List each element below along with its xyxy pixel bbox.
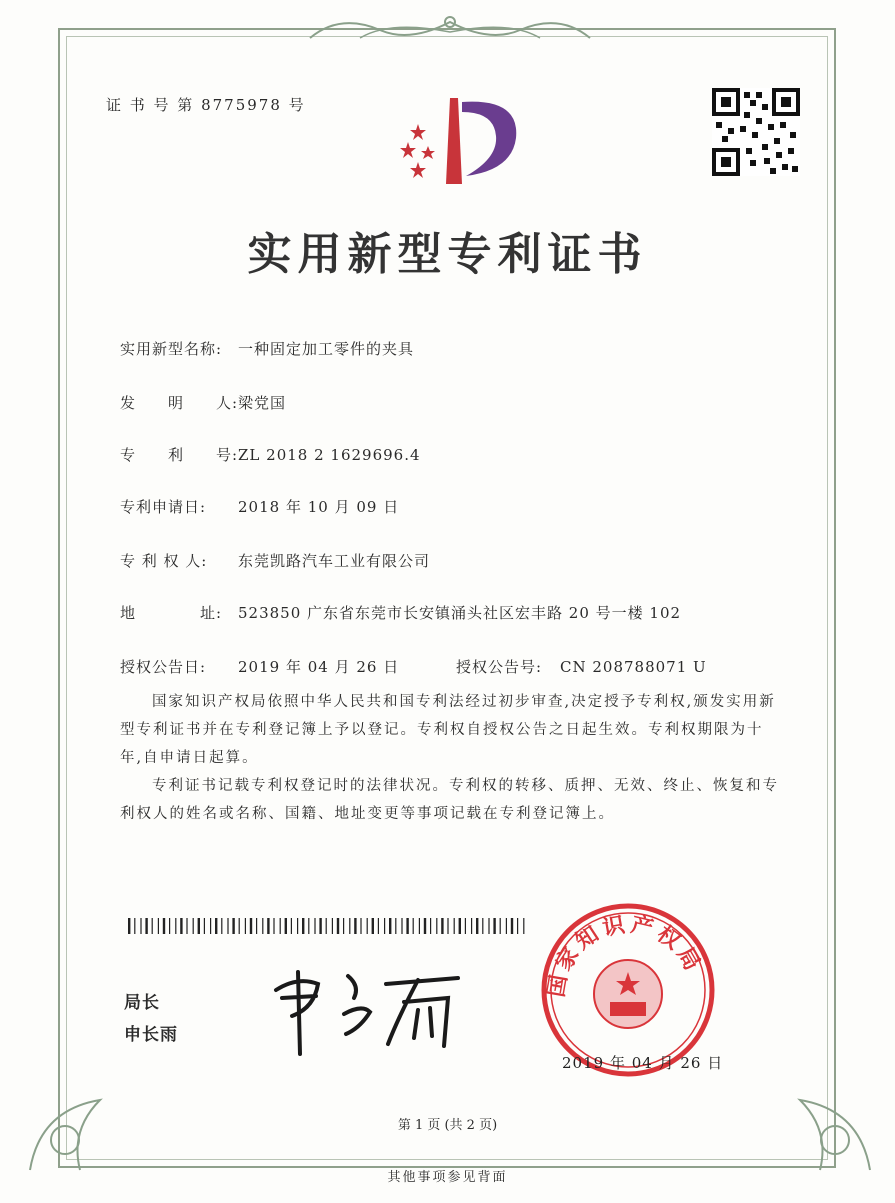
barcode-bar	[128, 918, 130, 934]
barcode-bar	[302, 918, 304, 934]
barcode-bar	[500, 918, 501, 934]
barcode-bar	[517, 918, 518, 934]
barcode	[128, 918, 528, 934]
barcode-bar	[406, 918, 408, 934]
barcode-bar	[175, 918, 176, 934]
barcode-bar	[210, 918, 211, 934]
barcode-bar	[245, 918, 246, 934]
barcode-bar	[465, 918, 466, 934]
barcode-bar	[424, 918, 426, 934]
director-name: 申长雨	[124, 1025, 178, 1045]
certificate-title: 实用新型专利证书	[247, 229, 648, 280]
field-label: 专 利 权 人:	[120, 552, 208, 570]
barcode-bar	[204, 918, 205, 934]
barcode-bar	[367, 918, 368, 934]
seal-date: 2019 年 04 月 26 日	[562, 1054, 724, 1072]
barcode-bar	[506, 918, 507, 934]
qr-code-icon	[712, 88, 800, 176]
barcode-bar	[267, 918, 269, 934]
barcode-bar	[180, 918, 182, 934]
field-value: 2019 年 04 月 26 日	[238, 658, 400, 676]
barcode-bar	[232, 918, 234, 934]
field-value: 东莞凯路汽车工业有限公司	[238, 552, 431, 570]
barcode-bar	[349, 918, 350, 934]
barcode-bar	[280, 918, 281, 934]
field-value: ZL 2018 2 1629696.4	[238, 446, 421, 464]
field-value: 梁党国	[238, 394, 287, 412]
barcode-bar	[395, 918, 396, 934]
field-grant-number	[456, 656, 707, 677]
barcode-bar	[343, 918, 344, 934]
barcode-bar	[227, 918, 228, 934]
barcode-bar	[193, 918, 194, 934]
top-ornament	[300, 8, 600, 48]
barcode-bar	[401, 918, 402, 934]
field-label: 实用新型名称:	[120, 340, 223, 358]
barcode-bar	[262, 918, 263, 934]
barcode-bar	[523, 918, 524, 934]
barcode-bar	[389, 918, 391, 934]
footer-note: 其他事项参见背面	[387, 1170, 508, 1185]
barcode-bar	[430, 918, 431, 934]
barcode-bar	[378, 918, 379, 934]
barcode-bar	[372, 918, 374, 934]
seal-text: 国家知识产权局	[543, 912, 707, 1000]
director-signature	[268, 958, 468, 1058]
barcode-bar	[360, 918, 361, 934]
field-value: CN 208788071 U	[560, 658, 707, 676]
field-address	[120, 602, 681, 623]
barcode-bar	[239, 918, 240, 934]
barcode-bar	[285, 918, 287, 934]
field-label: 地 址:	[120, 604, 223, 622]
field-patent-number	[120, 444, 421, 465]
field-grant-date	[120, 656, 399, 677]
barcode-bar	[493, 918, 495, 934]
barcode-bar	[152, 918, 153, 934]
barcode-bar	[163, 918, 165, 934]
barcode-bar	[326, 918, 327, 934]
field-label: 授权公告号:	[456, 658, 543, 676]
barcode-bar	[332, 918, 333, 934]
barcode-bar	[482, 918, 483, 934]
barcode-bar	[419, 918, 420, 934]
field-label: 授权公告日:	[120, 658, 207, 676]
barcode-bar	[291, 918, 292, 934]
barcode-bar	[413, 918, 414, 934]
barcode-bar	[273, 918, 274, 934]
field-inventor	[120, 392, 286, 413]
field-patentee	[120, 550, 430, 571]
director-title: 局长	[124, 993, 160, 1013]
field-label: 专 利 号:	[120, 446, 239, 464]
barcode-bar	[454, 918, 455, 934]
barcode-bar	[158, 918, 159, 934]
barcode-bar	[297, 918, 298, 934]
barcode-bar	[250, 918, 252, 934]
field-label: 发 明 人:	[120, 394, 239, 412]
barcode-bar	[134, 918, 135, 934]
field-utility-model-name	[120, 338, 414, 359]
barcode-bar	[308, 918, 309, 934]
barcode-bar	[314, 918, 315, 934]
barcode-bar	[447, 918, 448, 934]
page-indicator: 第 1 页 (共 2 页)	[397, 1118, 498, 1133]
legal-status-paragraph: 专利证书记载专利权登记时的法律状况。专利权的转移、质押、无效、终止、恢复和专利权人的姓名或名称、国籍、地址变更等事项记载在专利登记簿上。	[120, 778, 779, 822]
barcode-bar	[337, 918, 339, 934]
barcode-bar	[384, 918, 385, 934]
barcode-bar	[256, 918, 257, 934]
barcode-bar	[145, 918, 147, 934]
barcode-bar	[354, 918, 356, 934]
barcode-bar	[186, 918, 187, 934]
barcode-bar	[488, 918, 489, 934]
barcode-bar	[459, 918, 461, 934]
barcode-bar	[198, 918, 200, 934]
barcode-bar	[511, 918, 513, 934]
barcode-bar	[169, 918, 170, 934]
barcode-bar	[441, 918, 443, 934]
barcode-bar	[476, 918, 478, 934]
cnipa-logo-icon	[388, 88, 524, 188]
barcode-bar	[140, 918, 141, 934]
barcode-bar	[471, 918, 472, 934]
barcode-bar	[221, 918, 222, 934]
field-value: 523850 广东省东莞市长安镇涌头社区宏丰路 20 号一楼 102	[238, 604, 682, 622]
barcode-bar	[215, 918, 217, 934]
field-filing-date	[120, 496, 399, 517]
barcode-bar	[436, 918, 437, 934]
field-value: 2018 年 10 月 09 日	[238, 498, 400, 516]
field-value: 一种固定加工零件的夹具	[238, 340, 415, 358]
certificate-number: 证 书 号 第 8775978 号	[106, 96, 306, 114]
barcode-bar	[319, 918, 321, 934]
grant-statement-paragraph: 国家知识产权局依照中华人民共和国专利法经过初步审查,决定授予专利权,颁发实用新型专利证书并在专利登记簿上予以登记。专利权自授权公告之日起生效。专利权期限为十年,自申请日起算。	[120, 694, 776, 766]
field-label: 专利申请日:	[120, 498, 207, 516]
